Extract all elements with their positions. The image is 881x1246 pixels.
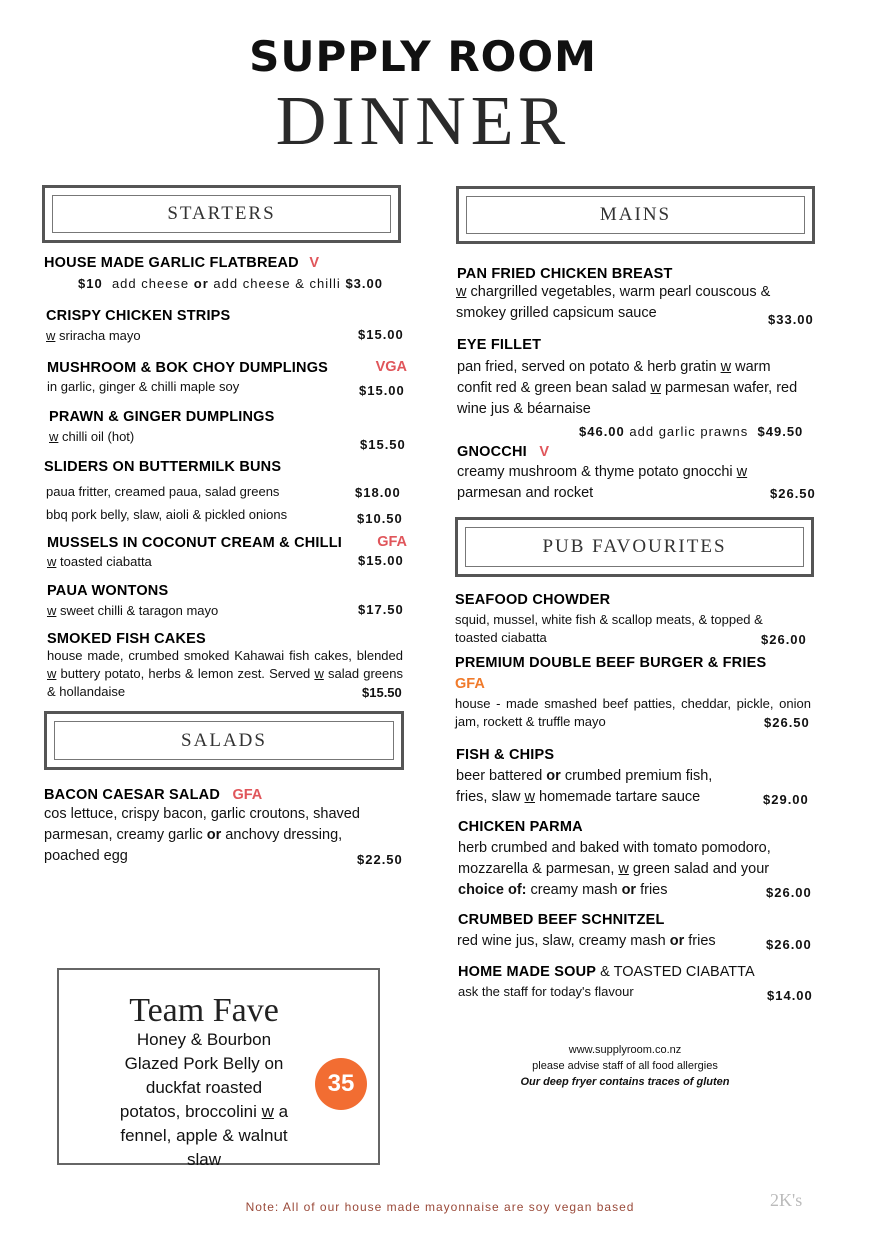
- item-desc: house - made smashed beef patties, cheddar, pickle, onion jam, rockett & truffle mayo: [455, 696, 811, 729]
- item-price: $15.00: [359, 383, 405, 398]
- addon-price: $49.50: [757, 424, 804, 439]
- pub-heading-box: [455, 517, 814, 577]
- item-desc: squid, mussel, white fish & scallop meats, & topped & toasted ciabatta: [455, 612, 763, 645]
- item-desc: w toasted ciabatta: [47, 554, 152, 569]
- item-title: HOUSE MADE GARLIC FLATBREAD: [44, 255, 299, 271]
- website-link[interactable]: www.supplyroom.co.nz: [568, 1044, 682, 1056]
- starters-heading: STARTERS: [167, 203, 276, 224]
- item-desc: paua fritter, creamed paua, salad greens: [46, 484, 280, 499]
- footer-note: Note: All of our house made mayonnaise are soy vegan based: [245, 1200, 635, 1214]
- item-title: CRUMBED BEEF SCHNITZEL: [458, 912, 665, 928]
- item-title: SMOKED FISH CAKES: [47, 631, 206, 647]
- item-desc: in garlic, ginger & chilli maple soy: [47, 379, 240, 394]
- item-desc: w chilli oil (hot): [49, 429, 135, 444]
- addon-price: $3.00: [345, 276, 383, 291]
- item-price: $26.00: [761, 632, 807, 647]
- team-fave-box: [57, 968, 380, 1169]
- item-title: PAUA WONTONS: [47, 583, 169, 599]
- gluten-note: Our deep fryer contains traces of gluten: [520, 1076, 730, 1088]
- brand-logo: SUPPLY ROOM: [249, 32, 597, 81]
- item-price: $15.00: [358, 553, 404, 568]
- menu-item-mushroom: MUSHROOM & BOK CHOY DUMPLINGS VGA: [47, 359, 407, 376]
- item-title: SEAFOOD CHOWDER: [455, 592, 611, 608]
- menu-item-soup: HOME MADE SOUP & TOASTED CIABATTA: [458, 964, 755, 980]
- diet-tag: VGA: [375, 359, 407, 375]
- item-price: $33.00: [768, 312, 814, 327]
- item-price: $17.50: [358, 602, 404, 617]
- menu-item-flatbread: [44, 254, 319, 272]
- menu-item-caesar: BACON CAESAR SALAD GFA: [44, 787, 263, 803]
- salads-heading-box: [44, 711, 404, 770]
- item-price: $15.50: [362, 685, 402, 700]
- menu-item-gnocchi: GNOCCHI V: [457, 444, 549, 460]
- item-desc: herb crumbed and baked with tomato pomodoro, mozzarella & parmesan, w green salad and your choice of: creamy mash or fries: [458, 840, 771, 898]
- salads-heading: SALADS: [181, 729, 267, 751]
- mains-heading-box: [456, 186, 815, 244]
- item-price: $10.50: [357, 511, 403, 526]
- allergy-note: please advise staff of all food allergies: [532, 1060, 718, 1072]
- item-price: $15.50: [360, 437, 406, 452]
- item-price: $26.50: [764, 715, 810, 730]
- item-desc: w sweet chilli & taragon mayo: [47, 603, 219, 618]
- item-price: $26.50: [770, 486, 816, 501]
- item-price: $22.50: [357, 852, 403, 867]
- item-price: $18.00: [355, 485, 401, 500]
- team-fave-title: Team Fave: [129, 992, 279, 1029]
- flatbread-prices: $10 add cheese or add cheese & chilli $3.00: [78, 276, 383, 291]
- item-desc: beer battered or crumbed premium fish, fries, slaw w homemade tartare sauce: [456, 768, 713, 805]
- item-title: PRAWN & GINGER DUMPLINGS: [49, 409, 275, 425]
- item-desc: pan fried, served on potato & herb gratin w warm confit red & green bean salad w parmesan wafer, red wine jus & béarnaise: [457, 359, 798, 417]
- item-desc: w chargrilled vegetables, warm pearl couscous & smokey grilled capsicum sauce: [456, 284, 771, 321]
- team-fave-desc: Honey & Bourbon Glazed Pork Belly on duckfat roasted potatos, broccolini w a fennel, apple & walnut slaw: [119, 1030, 289, 1169]
- starters-heading-box: [42, 185, 401, 243]
- item-price: $26.00: [766, 937, 812, 952]
- signature: 2K's: [770, 1190, 803, 1210]
- item-price: $14.00: [767, 988, 813, 1003]
- item-desc: creamy mushroom & thyme potato gnocchi w parmesan and rocket: [457, 464, 748, 501]
- item-desc: house made, crumbed smoked Kahawai fish cakes, blended w buttery potato, herbs & lemon zest. Served w salad greens & hollandaise: [47, 648, 403, 699]
- item-title: SLIDERS ON BUTTERMILK BUNS: [44, 459, 282, 475]
- item-title: PAN FRIED CHICKEN BREAST: [457, 266, 673, 282]
- item-desc: red wine jus, slaw, creamy mash or fries: [457, 933, 716, 949]
- item-price: $10: [78, 276, 103, 291]
- item-price: $46.00: [579, 424, 625, 439]
- mains-heading: MAINS: [599, 204, 672, 225]
- item-desc: cos lettuce, crispy bacon, garlic croutons, shaved parmesan, creamy garlic or anchovy dressing, poached egg: [44, 806, 360, 864]
- page-title: DINNER: [275, 83, 571, 160]
- diet-tag: V: [539, 444, 549, 460]
- pub-heading: PUB FAVOURITES: [542, 536, 727, 557]
- item-price: $26.00: [766, 885, 812, 900]
- diet-tag: V: [309, 255, 319, 271]
- item-title: PREMIUM DOUBLE BEEF BURGER & FRIES: [455, 655, 767, 671]
- item-title: EYE FILLET: [457, 337, 542, 353]
- item-title: CRISPY CHICKEN STRIPS: [46, 308, 231, 324]
- diet-tag: GFA: [232, 787, 263, 803]
- item-title: CHICKEN PARMA: [458, 819, 583, 835]
- item-desc: w sriracha mayo: [46, 328, 141, 343]
- diet-tag: GFA: [377, 534, 407, 550]
- item-price: $29.00: [763, 792, 809, 807]
- price-badge: 35: [315, 1058, 367, 1110]
- item-desc: bbq pork belly, slaw, aioli & pickled onions: [46, 507, 288, 522]
- item-price: $15.00: [358, 327, 404, 342]
- item-title: FISH & CHIPS: [456, 747, 555, 763]
- menu-item-mussels: MUSSELS IN COCONUT CREAM & CHILLI GFA: [47, 534, 407, 551]
- item-desc: ask the staff for today's flavour: [458, 984, 634, 999]
- fillet-prices: $46.00 add garlic prawns $49.50: [579, 424, 804, 439]
- diet-tag: GFA: [455, 676, 485, 692]
